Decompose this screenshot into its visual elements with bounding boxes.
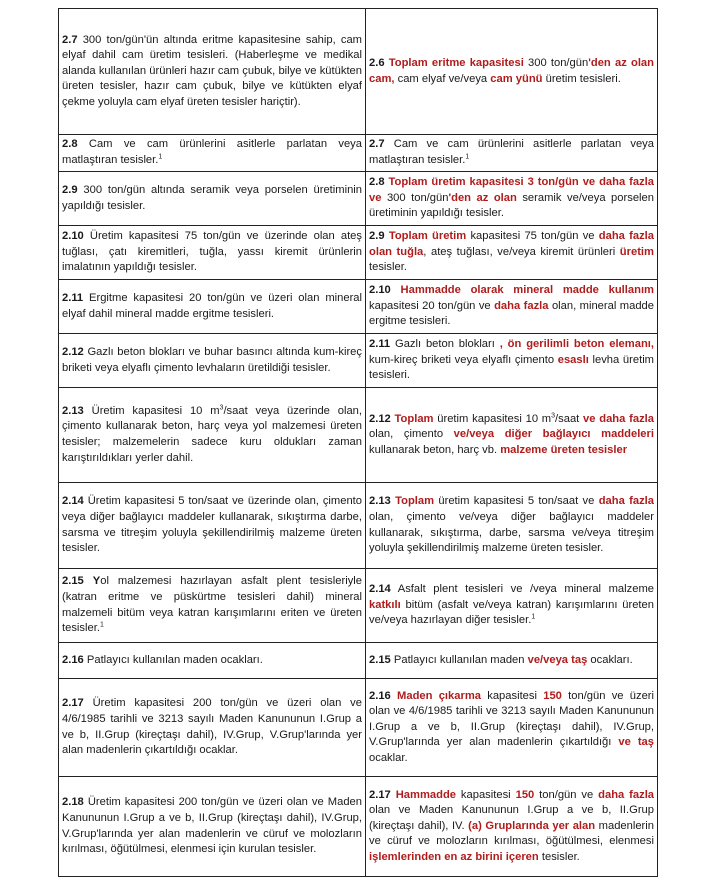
highlight: daha fazla xyxy=(494,299,549,312)
highlight: 150 xyxy=(515,788,535,801)
left-cell: 2.17 Üretim kapasitesi 200 ton/gün ve üzeri olan ve 4/6/1985 tarihli ve 3213 sayılı Maden Kanununun I.Grup a ve b, II.Grup (kireçtaşı dahil), IV.Grup, V.Grup'larında yer alan madenlerin çıkartıldığı ocaklar. xyxy=(59,679,366,777)
item-number: 2.11 xyxy=(369,338,391,351)
left-cell: 2.13 Üretim kapasitesi 10 $m^3$/saat veya üzerinde olan, çimento kullanarak beton, harç veya yol malzemesi üreten tesisler; malzemelerin sadece kuru oldukları zaman karıştırıldıkları yerler dahil. xyxy=(59,388,366,483)
right-cell: 2.9 Toplam üretim kapasitesi 75 ton/gün ve daha fazla olan tuğla, ateş tuğlası, ve/veya kiremit ürünleri üretim tesisler. xyxy=(366,226,658,280)
highlight: Toplam eritme kapasitesi xyxy=(388,56,524,69)
item-number: 2.14 xyxy=(62,495,84,508)
highlight: esaslı xyxy=(557,353,589,366)
item-number: 2.15 xyxy=(369,653,391,666)
right-cell: 2.12 Toplam üretim kapasitesi 10 $m^3$/saat ve daha fazla olan, çimento ve/veya diğer bağlayıcı maddeleri kullanarak beton, harç vb. malzeme üreten tesisler xyxy=(366,388,658,483)
left-cell: 2.16 Patlayıcı kullanılan maden ocakları. xyxy=(59,643,366,679)
highlight: (a) Gruplarında yer alan xyxy=(468,819,596,832)
footnote-ref: 1 xyxy=(531,613,536,621)
comparison-table xyxy=(58,8,658,877)
table-row xyxy=(59,9,658,135)
item-number: 2.17 xyxy=(369,788,391,801)
left-cell: 2.10 Üretim kapasitesi 75 ton/gün ve üzerinde olan ateş tuğlası, çatı kiremitleri, tuğla, yassı kiremit ürünlerin imalatının yapıldığı tesisler. xyxy=(59,226,366,280)
left-cell: 2.12 Gazlı beton blokları ve buhar basıncı altında kum-kireç briketi veya elyaflı çimento levhaların üretildiği tesisler. xyxy=(59,334,366,388)
highlight: 150 xyxy=(543,689,562,702)
highlight: , ön gerilimli beton elemanı, xyxy=(499,338,654,351)
highlight: cam yünü xyxy=(490,72,543,85)
table-row xyxy=(59,280,658,334)
item-number: 2.7 xyxy=(62,33,78,46)
right-cell: 2.7 Cam ve cam ürünlerini asitlerle parlatan veya matlaştıran tesisler.$^1$ xyxy=(366,135,658,172)
table-row xyxy=(59,679,658,777)
item-number: 2.8 xyxy=(369,176,385,189)
item-number: 2.14 xyxy=(369,583,391,596)
item-number: 2.10 xyxy=(369,284,391,297)
highlight: Maden çıkarma xyxy=(397,689,481,702)
footnote-ref: 1 xyxy=(158,153,163,161)
item-number: 2.13 xyxy=(62,404,84,417)
table-row xyxy=(59,135,658,172)
table-row xyxy=(59,172,658,226)
highlight: üretim xyxy=(619,245,654,258)
table-row xyxy=(59,483,658,569)
superscript: 3 xyxy=(219,404,224,412)
item-number: 2.9 xyxy=(369,230,385,243)
item-text: 300 ton/gün'ün altında eritme kapasitesine sahip, cam elyaf dahil cam üretim tesisleri. (Haberleşme ve medikal alanda kullanılan ürünleri hazır cam çubuk, bilye ve kütükten üreten tesisler, hazır cam çubuk, bilye ve kütükten elyaf çekme yoluyla cam elyaf üreten tesisler hariçtir). xyxy=(62,33,362,108)
item-number: 2.8 xyxy=(62,138,78,151)
right-cell: 2.8 Toplam üretim kapasitesi 3 ton/gün ve daha fazla ve 300 ton/gün'den az olan seramik ve/veya porselen üretiminin yapıldığı tesisler. xyxy=(366,172,658,226)
footnote-ref: 1 xyxy=(465,153,470,161)
table-row xyxy=(59,388,658,483)
item-number: 2.16 xyxy=(62,653,84,666)
item-number: 2.10 xyxy=(62,230,84,243)
item-number: 2.12 xyxy=(369,412,391,425)
highlight: ve/veya diğer bağlayıcı maddeleri xyxy=(453,428,654,441)
highlight: işlemlerinden en az birini içeren xyxy=(369,850,539,863)
left-cell: 2.8 Cam ve cam ürünlerini asitlerle parlatan veya matlaştıran tesisler.$^1$ xyxy=(59,135,366,172)
highlight: daha fazla xyxy=(598,788,655,801)
item-number: 2.12 xyxy=(62,345,84,358)
highlight: Hammadde olarak mineral madde kullanım xyxy=(400,284,654,297)
item-number: 2.7 xyxy=(369,138,385,151)
table-row xyxy=(59,334,658,388)
item-number: 2.6 xyxy=(369,56,385,69)
highlight: malzeme üreten tesisler xyxy=(500,443,628,456)
left-cell: 2.18 Üretim kapasitesi 200 ton/gün ve üzeri olan ve Maden Kanununun I.Grup a ve b, II.Grup (kireçtaşı dahil), IV.Grup, V.Grup'larında yer alan madenlerin ve cüruf ve molozların kırılması, öğütülmesi, elenmesi için kurulan tesisler. xyxy=(59,777,366,877)
left-cell: 2.15 Yol malzemesi hazırlayan asfalt plent tesisleriyle (katran eritme ve püskürtme tesisleri dahil) mineral malzemeli bitüm veya katran karışımlarını eriten ve üreten tesisler.$^1$ xyxy=(59,569,366,643)
right-cell: 2.16 Maden çıkarma kapasitesi 150 ton/gün ve üzeri olan ve 4/6/1985 tarihli ve 3213 sayılı Maden Kanununun I.Grup a ve b, II.Grup (kireçtaşı dahil), IV.Grup, V.Grup'larında yer alan madenlerin çıkartıldığı ve taş ocaklar. xyxy=(366,679,658,777)
right-cell: 2.10 Hammadde olarak mineral madde kullanım kapasitesi 20 ton/gün ve daha fazla olan, mineral madde ergitme tesisleri. xyxy=(366,280,658,334)
highlight: 'den az olan cam, xyxy=(369,56,654,85)
right-cell: 2.6 Toplam eritme kapasitesi 300 ton/gün'den az olan cam, cam elyaf ve/veya cam yünü üretim tesisleri. xyxy=(366,9,658,135)
item-number: 2.15 xyxy=(62,575,84,588)
bold-letter: Y xyxy=(92,575,101,588)
right-cell: 2.17 Hammadde kapasitesi 150 ton/gün ve daha fazla olan ve Maden Kanununun I.Grup a ve b, II.Grup (kireçtaşı dahil), IV. (a) Gruplarında yer alan madenlerin ve cüruf ve molozların kırılması, öğütülmesi, elenmesi işlemlerinden en az birini içeren tesisler. xyxy=(366,777,658,877)
highlight: ve/veya taş xyxy=(527,653,588,666)
table-row xyxy=(59,569,658,643)
highlight: katkılı xyxy=(369,598,401,611)
highlight: Toplam xyxy=(395,495,435,508)
left-cell: 2.14 Üretim kapasitesi 5 ton/saat ve üzerinde olan, çimento veya diğer bağlayıcı maddeler kullanarak, sıkıştırma darbe, sarsma ve titreşim yoluyla şekillendirilmiş malzeme üreten tesisler. xyxy=(59,483,366,569)
footnote-ref: 1 xyxy=(99,621,104,629)
table-row xyxy=(59,643,658,679)
item-number: 2.17 xyxy=(62,697,84,710)
left-cell: 2.11 Ergitme kapasitesi 20 ton/gün ve üzeri olan mineral elyaf dahil mineral madde ergitme tesisleri. xyxy=(59,280,366,334)
left-cell: 2.9 300 ton/gün altında seramik veya porselen üretiminin yapıldığı tesisler. xyxy=(59,172,366,226)
table-row xyxy=(59,226,658,280)
superscript: 3 xyxy=(551,411,556,419)
right-cell: 2.13 Toplam üretim kapasitesi 5 ton/saat ve daha fazla olan, çimento ve/veya diğer bağlayıcı maddeler kullanarak, sıkıştırma, darbe, sarsma ve/veya titreşim yoluyla şekillendirilmiş malzeme üreten tesisler. xyxy=(366,483,658,569)
item-number: 2.11 xyxy=(62,291,84,304)
highlight: Toplam üretim xyxy=(388,230,467,243)
right-cell: 2.11 Gazlı beton blokları , ön gerilimli beton elemanı, kum-kireç briketi veya elyaflı çimento esaslı levha üretim tesisleri. xyxy=(366,334,658,388)
left-cell xyxy=(59,9,366,135)
highlight: daha fazla olan tuğla xyxy=(369,230,654,258)
item-number: 2.9 xyxy=(62,183,78,196)
item-number: 2.16 xyxy=(369,689,391,702)
highlight: daha fazla xyxy=(598,495,654,508)
highlight: Toplam üretim kapasitesi 3 ton/gün ve daha fazla ve xyxy=(369,176,655,204)
item-number: 2.18 xyxy=(62,796,84,809)
highlight: Toplam xyxy=(394,412,434,425)
highlight: Hammadde xyxy=(395,788,457,801)
right-cell: 2.15 Patlayıcı kullanılan maden ve/veya taş ocakları. xyxy=(366,643,658,679)
highlight: ve daha fazla xyxy=(583,412,654,425)
highlight: 'den az olan xyxy=(448,191,517,204)
item-number: 2.13 xyxy=(369,495,391,508)
highlight: ve taş xyxy=(618,736,654,749)
right-cell: 2.14 Asfalt plent tesisleri ve /veya mineral malzeme katkılı bitüm (asfalt ve/veya katran) karışımlarını üreten ve/veya hazırlayan diğer tesisler.$^1$ xyxy=(366,569,658,643)
table-row xyxy=(59,777,658,877)
